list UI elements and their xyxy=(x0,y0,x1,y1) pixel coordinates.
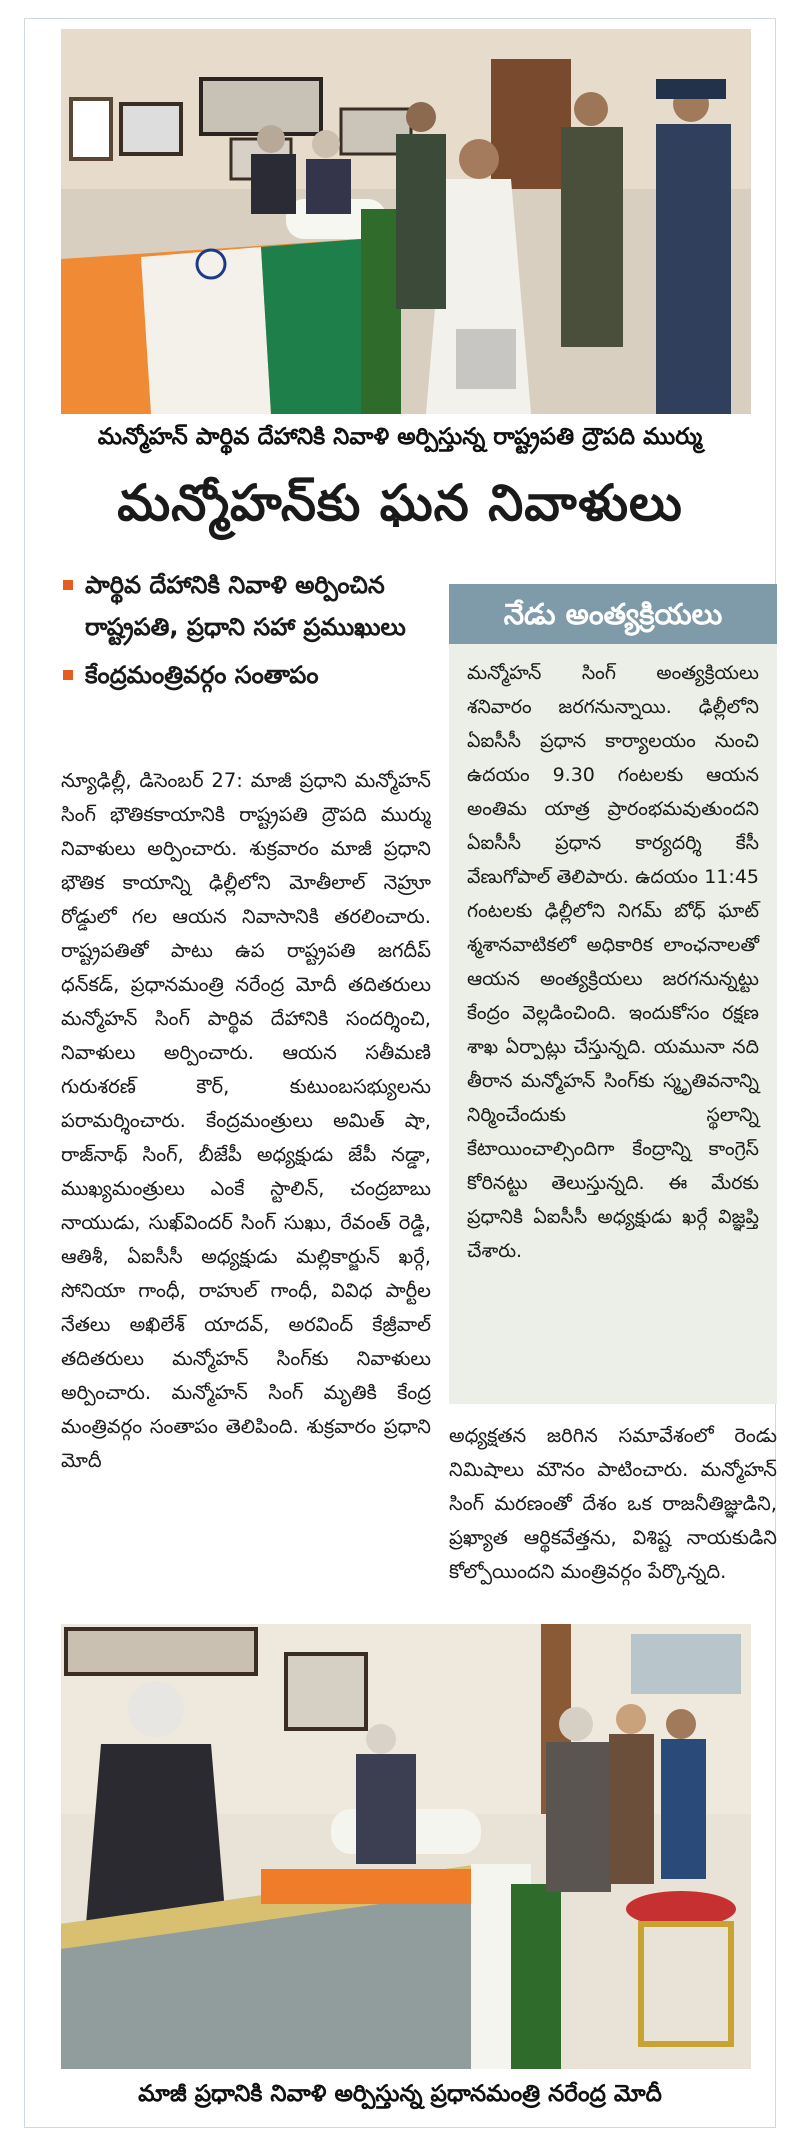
sub-headline-1: పార్థివ దేహానికి నివాళి అర్పించిన రాష్ట్రపతి, ప్రధాని సహా ప్రముఖులు xyxy=(61,564,431,648)
funeral-sidebox xyxy=(449,584,777,1404)
top-photo-illustration xyxy=(61,29,751,414)
headline: మన్మోహన్‌కు ఘన నివాళులు xyxy=(117,474,683,532)
sub-headline-2: కేంద్రమంత్రివర్గం సంతాపం xyxy=(61,654,431,696)
article-continuation: అధ్యక్షతన జరిగిన సమావేశంలో రెండు నిమిషాలు మౌనం పాటించారు. మన్మోహన్ సింగ్ మరణంతో దేశం ఒక రాజనీతిజ్ఞుడిని, ప్రఖ్యాత ఆర్థికవేత్తను, విశిష్ట నాయకుడిని కోల్పోయిందని మంత్రివర్గం పేర్కొన్నది. xyxy=(449,1424,777,1583)
top-photo xyxy=(61,29,751,414)
sidebox-title: నేడు అంత్యక్రియలు xyxy=(449,584,777,644)
newspaper-page xyxy=(24,18,776,2128)
article-body: న్యూఢిల్లీ, డిసెంబర్ 27: మాజీ ప్రధాని మన్మోహన్ సింగ్ భౌతికకాయానికి రాష్ట్రపతి ద్రౌపది ముర్ము నివాళులు అర్పించారు. శుక్రవారం మాజీ ప్రధాని భౌతిక కాయాన్ని ఢిల్లీలోని మోతీలాల్ నెహ్రూ రోడ్డులో గల ఆయన నివాసానికి తరలించారు. రాష్ట్రపతితో పాటు ఉప రాష్ట్రపతి జగదీప్ ధన్‌కడ్, ప్రధానమంత్రి నరేంద్ర మోదీ తదితరులు మన్మోహన్ సింగ్ పార్థివ దేహానికి సందర్శించి, నివాళులు అర్పించారు. ఆయన సతీమణి గురుశరణ్ కౌర్, కుటుంబసభ్యులను పరామర్శించారు. కేంద్రమంత్రులు అమిత్ షా, రాజ్‌నాథ్ సింగ్, బీజేపీ అధ్యక్షుడు జేపీ నడ్డా, ముఖ్యమంత్రులు ఎంకే స్టాలిన్, చంద్రబాబు నాయుడు, సుఖ్‌విందర్ సింగ్ సుఖు, రేవంత్ రెడ్డి, ఆతిశీ, ఏఐసీసీ అధ్యక్షుడు మల్లికార్జున్ ఖర్గే, సోనియా గాంధీ, రాహుల్ గాంధీ, వివిధ పార్టీల నేతలు అఖిలేశ్ యాదవ్, అరవింద్ కేజ్రీవాల్ తదితరులు మన్మోహన్ సింగ్‌కు నివాళులు అర్పించారు. మన్మోహన్ సింగ్ మృతికి కేంద్ర మంత్రివర్గం సంతాపం తెలిపింది. శుక్రవారం ప్రధాని మోదీ xyxy=(61,769,431,1472)
bottom-photo-caption: మాజీ ప్రధానికి నివాళి అర్పిస్తున్న ప్రధానమంత్రి నరేంద్ర మోదీ xyxy=(138,2081,662,2107)
sidebox-text: మన్మోహన్ సింగ్ అంత్యక్రియలు శనివారం జరగనున్నాయి. ఢిల్లీలోని ఏఐసీసీ ప్రధాన కార్యాలయం నుంచి ఉదయం 9.30 గంటలకు ఆయన అంతిమ యాత్ర ప్రారంభమవుతుందని ఏఐసీసీ ప్రధాన కార్యదర్శి కేసీ వేణుగోపాల్ తెలిపారు. ఉదయం 11:45 గంటలకు ఢిల్లీలోని నిగమ్ బోధ్ ఘాట్ శ్మశానవాటికలో అధికారిక లాంఛనాలతో ఆయన అంత్యక్రియలు జరగనున్నట్టు కేంద్రం వెల్లడించింది. ఇందుకోసం రక్షణ శాఖ ఏర్పాట్లు చేస్తున్నది. యమునా నది తీరాన మన్మోహన్ సింగ్‌కు స్మృతివనాన్ని నిర్మించేందుకు స్థలాన్ని కేటాయించాల్సిందిగా కేంద్రాన్ని కాంగ్రెస్ కోరినట్టు తెలుస్తున్నది. ఈ మేరకు ప్రధానికి ఏఐసీసీ అధ్యక్షుడు ఖర్గే విజ్ఞప్తి చేశారు. xyxy=(467,662,759,1262)
top-photo-caption: మన్మోహన్ పార్థివ దేహానికి నివాళి అర్పిస్తున్న రాష్ట్రపతి ద్రౌపది ముర్ము xyxy=(97,424,703,450)
sub-headlines xyxy=(61,564,431,702)
bottom-photo-illustration xyxy=(61,1624,751,2069)
bottom-photo xyxy=(61,1624,751,2069)
